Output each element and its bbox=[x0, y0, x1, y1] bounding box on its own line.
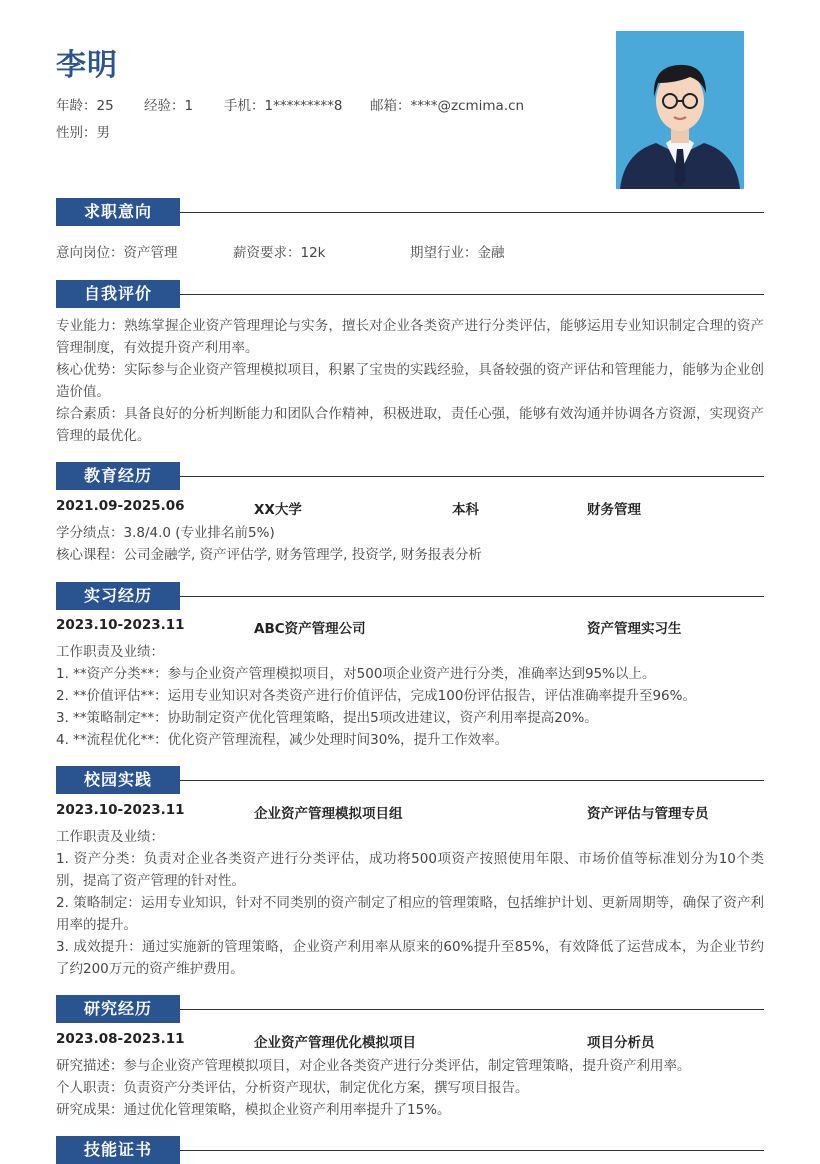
intent-position: 意向岗位：资产管理 bbox=[56, 245, 178, 261]
education-header-row bbox=[56, 498, 764, 520]
internship-details bbox=[56, 641, 764, 751]
education-degree: 本科 bbox=[452, 502, 479, 518]
education-major: 财务管理 bbox=[587, 502, 641, 518]
section-divider bbox=[180, 596, 764, 597]
section-header-intent bbox=[56, 198, 764, 226]
internship-org: ABC资产管理公司 bbox=[254, 621, 366, 637]
education-line: 核心课程：公司金融学, 资产评估学, 财务管理学, 投资学, 财务报表分析 bbox=[56, 547, 482, 563]
candidate-name: 李明 bbox=[56, 48, 118, 83]
research-header-row bbox=[56, 1031, 764, 1053]
education-date: 2021.09-2025.06 bbox=[56, 498, 185, 514]
email: 邮箱：****@zcmima.cn bbox=[370, 98, 525, 114]
campus-details bbox=[56, 826, 764, 980]
section-divider bbox=[180, 1150, 764, 1151]
research-org: 企业资产管理优化模拟项目 bbox=[254, 1035, 416, 1051]
profile-photo bbox=[616, 31, 744, 189]
research-date: 2023.08-2023.11 bbox=[56, 1031, 185, 1047]
section-title: 研究经历 bbox=[56, 995, 180, 1023]
section-title: 求职意向 bbox=[56, 198, 180, 226]
self-evaluation bbox=[56, 315, 764, 447]
intent-salary: 薪资要求：12k bbox=[233, 245, 326, 261]
research-role: 项目分析员 bbox=[587, 1035, 655, 1051]
section-divider bbox=[180, 1009, 764, 1010]
intent-row bbox=[56, 241, 505, 261]
section-divider bbox=[180, 476, 764, 477]
campus-line: 工作职责及业绩： bbox=[56, 829, 164, 845]
campus-line: 2. 策略制定：运用专业知识，针对不同类别的资产制定了相应的管理策略，包括维护计划、更新周期等，确保了资产利用率的提升。 bbox=[56, 895, 764, 933]
section-title: 校园实践 bbox=[56, 766, 180, 794]
research-line: 研究描述：参与企业资产管理模拟项目，对企业各类资产进行分类评估，制定管理策略，提升资产利用率。 bbox=[56, 1058, 691, 1074]
education-line: 学分绩点：3.8/4.0 (专业排名前5%) bbox=[56, 525, 275, 541]
research-line: 研究成果：通过优化管理策略，模拟企业资产利用率提升了15%。 bbox=[56, 1102, 451, 1118]
campus-org: 企业资产管理模拟项目组 bbox=[254, 806, 403, 822]
self-line: 综合素质：具备良好的分析判断能力和团队合作精神，积极进取，责任心强，能够有效沟通并协调各方资源，实现资产管理的最优化。 bbox=[56, 406, 764, 444]
basic-info-row-1 bbox=[56, 94, 524, 114]
education-school: XX大学 bbox=[254, 502, 302, 518]
campus-date: 2023.10-2023.11 bbox=[56, 802, 185, 818]
internship-line: 2. **价值评估**：运用专业知识对各类资产进行价值评估，完成100份评估报告，评估准确率提升至96%。 bbox=[56, 688, 696, 704]
section-title: 技能证书 bbox=[56, 1136, 180, 1164]
intent-industry: 期望行业：金融 bbox=[410, 245, 505, 261]
basic-info-row-2 bbox=[56, 121, 110, 141]
internship-line: 4. **流程优化**：优化资产管理流程，减少处理时间30%，提升工作效率。 bbox=[56, 732, 509, 748]
age: 年龄：25 bbox=[56, 98, 114, 114]
campus-header-row bbox=[56, 802, 764, 824]
section-divider bbox=[180, 212, 764, 213]
section-header-campus bbox=[56, 766, 764, 794]
section-title: 自我评价 bbox=[56, 280, 180, 308]
research-line: 个人职责：负责资产分类评估，分析资产现状，制定优化方案，撰写项目报告。 bbox=[56, 1080, 529, 1096]
campus-line: 1. 资产分类：负责对企业各类资产进行分类评估，成功将500项资产按照使用年限、市场价值等标准划分为10个类别，提高了资产管理的针对性。 bbox=[56, 851, 764, 889]
education-details bbox=[56, 522, 764, 566]
section-divider bbox=[180, 780, 764, 781]
gender: 性别：男 bbox=[56, 125, 110, 141]
internship-line: 3. **策略制定**：协助制定资产优化管理策略，提出5项改进建议，资产利用率提高20%。 bbox=[56, 710, 598, 726]
internship-line: 1. **资产分类**：参与企业资产管理模拟项目，对500项企业资产进行分类，准确率达到95%以上。 bbox=[56, 666, 656, 682]
section-title: 教育经历 bbox=[56, 462, 180, 490]
self-line: 核心优势：实际参与企业资产管理模拟项目，积累了宝贵的实践经验，具备较强的资产评估和管理能力，能够为企业创造价值。 bbox=[56, 362, 764, 400]
section-header-internship bbox=[56, 582, 764, 610]
section-header-research bbox=[56, 995, 764, 1023]
section-header-self bbox=[56, 280, 764, 308]
campus-line: 3. 成效提升：通过实施新的管理策略，企业资产利用率从原来的60%提升至85%，有效降低了运营成本，为企业节约了约200万元的资产维护费用。 bbox=[56, 939, 764, 977]
research-details bbox=[56, 1055, 764, 1121]
internship-date: 2023.10-2023.11 bbox=[56, 617, 185, 633]
self-line: 专业能力：熟练掌握企业资产管理理论与实务，擅长对企业各类资产进行分类评估，能够运用专业知识制定合理的资产管理制度，有效提升资产利用率。 bbox=[56, 318, 764, 356]
experience: 经验：1 bbox=[144, 98, 194, 114]
phone: 手机：1*********8 bbox=[224, 98, 343, 114]
section-title: 实习经历 bbox=[56, 582, 180, 610]
internship-line: 工作职责及业绩： bbox=[56, 644, 164, 660]
campus-role: 资产评估与管理专员 bbox=[587, 806, 709, 822]
section-header-education bbox=[56, 462, 764, 490]
internship-header-row bbox=[56, 617, 764, 639]
internship-role: 资产管理实习生 bbox=[587, 621, 682, 637]
section-divider bbox=[180, 294, 764, 295]
portrait-illustration bbox=[616, 31, 744, 189]
